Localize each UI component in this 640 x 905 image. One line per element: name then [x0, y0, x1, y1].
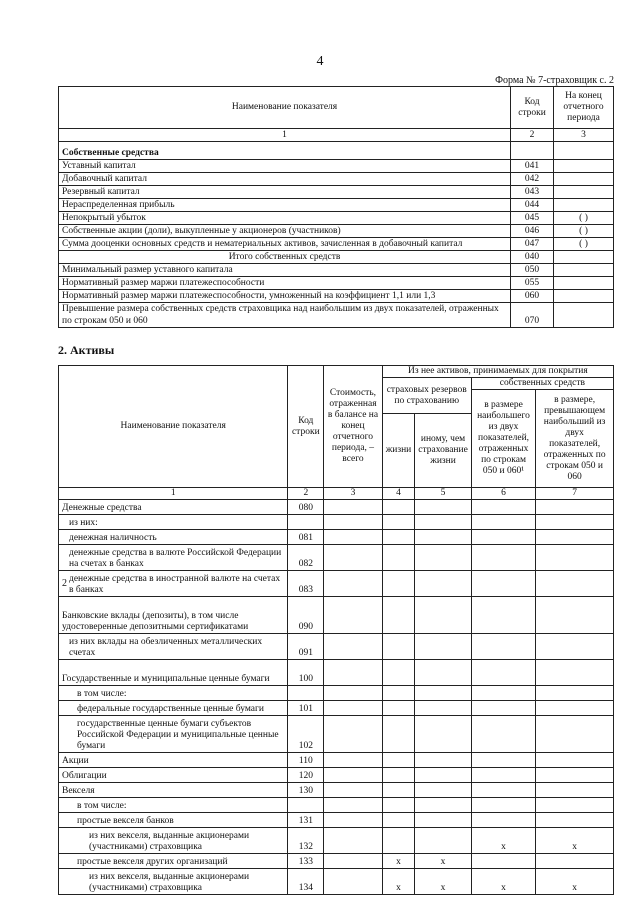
row-value — [554, 303, 614, 328]
row-c4 — [382, 545, 415, 571]
row-c7 — [536, 798, 614, 813]
header-cost: Стоимость, отраженная в балансе на конец отчетного периода, – всего — [324, 366, 382, 488]
header-other: иному, чем страхование жизни — [415, 414, 472, 488]
row-name: в том числе: — [59, 686, 288, 701]
row-cost — [324, 768, 382, 783]
row-value — [554, 264, 614, 277]
row-cost — [324, 530, 382, 545]
row-cost — [324, 597, 382, 634]
row-code — [288, 686, 324, 701]
header-code: Код строки — [511, 87, 554, 129]
row-name: из них векселя, выданные акционерами (участниками) страховщика — [59, 828, 288, 854]
row-code: 130 — [288, 783, 324, 798]
row-code: 045 — [511, 212, 554, 225]
row-value: ( ) — [554, 238, 614, 251]
row-code: 083 — [288, 571, 324, 597]
row-c7 — [536, 634, 614, 660]
row-c4 — [382, 634, 415, 660]
row-c5 — [415, 571, 472, 597]
row-name: Итого собственных средств — [59, 251, 511, 264]
row-c4 — [382, 571, 415, 597]
row-name: Собственные акции (доли), выкупленные у акционеров (участников) — [59, 225, 511, 238]
row-cost — [324, 686, 382, 701]
table-row — [59, 303, 614, 328]
row-name: Акции — [59, 753, 288, 768]
col-number-row — [59, 488, 614, 500]
row-cost — [324, 500, 382, 515]
assets-table — [58, 365, 614, 895]
table-row — [59, 571, 614, 597]
row-c7 — [536, 813, 614, 828]
row-c4 — [382, 768, 415, 783]
row-name: из них вклады на обезличенных металлических счетах — [59, 634, 288, 660]
row-name: Нормативный размер маржи платежеспособности — [59, 277, 511, 290]
row-c5 — [415, 753, 472, 768]
col-number: 2 — [511, 129, 554, 142]
row-c4: x — [382, 854, 415, 869]
row-cost — [324, 660, 382, 686]
row-cost — [324, 545, 382, 571]
row-c5: x — [415, 869, 472, 895]
row-c7: x — [536, 828, 614, 854]
table-row — [59, 660, 614, 686]
table-row — [59, 545, 614, 571]
row-code: 042 — [511, 173, 554, 186]
row-c6: x — [471, 869, 535, 895]
row-c6 — [471, 545, 535, 571]
row-c7: x — [536, 869, 614, 895]
row-value — [554, 277, 614, 290]
row-code: 081 — [288, 530, 324, 545]
row-cost — [324, 701, 382, 716]
row-code: 080 — [288, 500, 324, 515]
row-code: 040 — [511, 251, 554, 264]
table-row — [59, 686, 614, 701]
col-number: 4 — [382, 488, 415, 500]
row-c5 — [415, 545, 472, 571]
row-c7 — [536, 571, 614, 597]
row-code: 046 — [511, 225, 554, 238]
row-c7 — [536, 660, 614, 686]
row-cost — [324, 783, 382, 798]
row-c5 — [415, 701, 472, 716]
row-code: 082 — [288, 545, 324, 571]
row-c6 — [471, 515, 535, 530]
row-c7 — [536, 545, 614, 571]
row-c5 — [415, 515, 472, 530]
section-title: 2. Активы — [58, 343, 115, 357]
row-code — [288, 798, 324, 813]
row-code: 041 — [511, 160, 554, 173]
row-value — [554, 173, 614, 186]
row-name: Векселя — [59, 783, 288, 798]
row-c4 — [382, 798, 415, 813]
row-name: из них векселя, выданные акционерами (участниками) страховщика — [59, 869, 288, 895]
table-row — [59, 160, 614, 173]
row-c7 — [536, 753, 614, 768]
row-c6 — [471, 660, 535, 686]
table-row — [59, 199, 614, 212]
row-name: Минимальный размер уставного капитала — [59, 264, 511, 277]
row-c5 — [415, 813, 472, 828]
table-row — [59, 277, 614, 290]
table-row — [59, 186, 614, 199]
row-c4 — [382, 686, 415, 701]
row-c6 — [471, 783, 535, 798]
row-name: денежные средства в иностранной валюте на счетах в банках — [59, 571, 288, 597]
row-c5 — [415, 798, 472, 813]
col-number: 7 — [536, 488, 614, 500]
header-end-of-period: На конец отчетного периода — [554, 87, 614, 129]
table-row — [59, 854, 614, 869]
row-c4 — [382, 753, 415, 768]
row-cost — [324, 571, 382, 597]
header-reserves: страховых резервов по страхованию — [382, 378, 471, 414]
row-cost — [324, 515, 382, 530]
table-row — [59, 173, 614, 186]
row-c4 — [382, 515, 415, 530]
header-name: Наименование показателя — [59, 366, 288, 488]
row-c5 — [415, 686, 472, 701]
footnote-mark: 2 — [62, 578, 67, 589]
row-name: Добавочный капитал — [59, 173, 511, 186]
row-c6 — [471, 686, 535, 701]
own-funds-table — [58, 86, 614, 328]
row-c6 — [471, 813, 535, 828]
row-c5 — [415, 768, 472, 783]
row-code: 134 — [288, 869, 324, 895]
row-cost — [324, 854, 382, 869]
table-row — [59, 869, 614, 895]
row-c6 — [471, 753, 535, 768]
row-c4 — [382, 597, 415, 634]
table-row — [59, 251, 614, 264]
row-c4 — [382, 530, 415, 545]
row-value: ( ) — [554, 225, 614, 238]
row-c6 — [471, 854, 535, 869]
row-name: простые векселя других организаций — [59, 854, 288, 869]
table-row — [59, 828, 614, 854]
row-c7 — [536, 701, 614, 716]
row-code: 131 — [288, 813, 324, 828]
row-c6: x — [471, 828, 535, 854]
header-name: Наименование показателя — [59, 87, 511, 129]
row-value — [554, 290, 614, 303]
row-name: государственные ценные бумаги субъектов Российской Федерации и муниципальные ценные бумаги — [59, 716, 288, 753]
page-number: 4 — [316, 54, 324, 69]
table-row — [59, 597, 614, 634]
row-name: Денежные средства — [59, 500, 288, 515]
row-c7 — [536, 515, 614, 530]
row-name: Банковские вклады (депозиты), в том числе удостоверенные депозитными сертификатами — [59, 597, 288, 634]
row-c5: x — [415, 854, 472, 869]
row-c5 — [415, 634, 472, 660]
row-name: денежные средства в валюте Российской Федерации на счетах в банках — [59, 545, 288, 571]
row-c5 — [415, 828, 472, 854]
row-cost — [324, 813, 382, 828]
row-name: федеральные государственные ценные бумаги — [59, 701, 288, 716]
row-c6 — [471, 634, 535, 660]
row-value — [554, 160, 614, 173]
row-c4 — [382, 701, 415, 716]
row-c5 — [415, 783, 472, 798]
row-c4 — [382, 660, 415, 686]
row-c4 — [382, 783, 415, 798]
row-c5 — [415, 716, 472, 753]
own-funds-rows — [59, 160, 614, 328]
table-row — [59, 813, 614, 828]
row-name: в том числе: — [59, 798, 288, 813]
col-number: 5 — [415, 488, 472, 500]
row-c4 — [382, 500, 415, 515]
table-row — [59, 290, 614, 303]
row-code: 110 — [288, 753, 324, 768]
row-value: ( ) — [554, 212, 614, 225]
row-code: 091 — [288, 634, 324, 660]
row-cost — [324, 634, 382, 660]
col-number: 3 — [324, 488, 382, 500]
row-code: 100 — [288, 660, 324, 686]
header-coverage: Из нее активов, принимаемых для покрытия — [382, 366, 613, 378]
table-row — [59, 500, 614, 515]
row-c6 — [471, 597, 535, 634]
row-cost — [324, 753, 382, 768]
row-c6 — [471, 500, 535, 515]
row-code: 060 — [511, 290, 554, 303]
table-row — [59, 783, 614, 798]
row-name: Непокрытый убыток — [59, 212, 511, 225]
row-c7 — [536, 530, 614, 545]
row-code: 070 — [511, 303, 554, 328]
row-c5 — [415, 660, 472, 686]
row-code: 090 — [288, 597, 324, 634]
table-row — [59, 212, 614, 225]
row-c5 — [415, 500, 472, 515]
row-name: Нераспределенная прибыль — [59, 199, 511, 212]
row-c5 — [415, 530, 472, 545]
header-own-funds: собственных средств — [471, 378, 613, 390]
row-value — [554, 251, 614, 264]
row-cost — [324, 828, 382, 854]
row-name: Нормативный размер маржи платежеспособности, умноженный на коэффициент 1,1 или 1,3 — [59, 290, 511, 303]
row-name: Сумма дооценки основных средств и нематериальных активов, зачисленная в добавочный капитал — [59, 238, 511, 251]
row-c7 — [536, 597, 614, 634]
row-c6 — [471, 798, 535, 813]
row-code: 044 — [511, 199, 554, 212]
header-code: Код строки — [288, 366, 324, 488]
table-row — [59, 515, 614, 530]
row-c6 — [471, 716, 535, 753]
row-c6 — [471, 530, 535, 545]
empty-cell — [511, 142, 554, 160]
row-c6 — [471, 701, 535, 716]
row-code: 101 — [288, 701, 324, 716]
row-code: 047 — [511, 238, 554, 251]
table-row — [59, 768, 614, 783]
row-name: Уставный капитал — [59, 160, 511, 173]
row-cost — [324, 798, 382, 813]
table-row — [59, 716, 614, 753]
header-exceeding: в размере, превышающем наибольший из двух показателей, отраженных по строкам 050 и 060 — [536, 390, 614, 488]
row-name: Превышение размера собственных средств страховщика над наибольшим из двух показателей, отраженных по строкам 050 и 060 — [59, 303, 511, 328]
section-title: Собственные средства — [59, 142, 511, 160]
row-c4 — [382, 828, 415, 854]
header-max-amount: в размере наибольшего из двух показателей, отраженных по строкам 050 и 060¹ — [471, 390, 535, 488]
row-c7 — [536, 854, 614, 869]
table-row — [59, 798, 614, 813]
row-c5 — [415, 597, 472, 634]
col-number: 1 — [59, 488, 288, 500]
table-row — [59, 225, 614, 238]
row-c4 — [382, 813, 415, 828]
col-number: 1 — [59, 129, 511, 142]
form-label: Форма № 7-страховщик с. 2 — [495, 75, 614, 86]
table-row — [59, 634, 614, 660]
header-life: жизни — [382, 414, 415, 488]
table-row — [59, 238, 614, 251]
row-c7 — [536, 500, 614, 515]
row-code: 102 — [288, 716, 324, 753]
table-row — [59, 753, 614, 768]
row-value — [554, 199, 614, 212]
empty-cell — [554, 142, 614, 160]
row-cost — [324, 869, 382, 895]
row-c6 — [471, 571, 535, 597]
row-c7 — [536, 686, 614, 701]
row-name: простые векселя банков — [59, 813, 288, 828]
row-name: Резервный капитал — [59, 186, 511, 199]
row-code: 120 — [288, 768, 324, 783]
row-c7 — [536, 783, 614, 798]
assets-rows — [59, 500, 614, 895]
row-name: денежная наличность — [59, 530, 288, 545]
table-row — [59, 264, 614, 277]
table-row — [59, 701, 614, 716]
col-number: 6 — [471, 488, 535, 500]
row-code: 043 — [511, 186, 554, 199]
row-code — [288, 515, 324, 530]
row-c4: x — [382, 869, 415, 895]
row-name: Облигации — [59, 768, 288, 783]
row-c6 — [471, 768, 535, 783]
col-number: 2 — [288, 488, 324, 500]
row-name: из них: — [59, 515, 288, 530]
table-row — [59, 530, 614, 545]
row-code: 050 — [511, 264, 554, 277]
row-name: Государственные и муниципальные ценные бумаги — [59, 660, 288, 686]
row-value — [554, 186, 614, 199]
row-c4 — [382, 716, 415, 753]
row-cost — [324, 716, 382, 753]
row-c7 — [536, 716, 614, 753]
row-c7 — [536, 768, 614, 783]
col-number: 3 — [554, 129, 614, 142]
row-code: 055 — [511, 277, 554, 290]
row-code: 133 — [288, 854, 324, 869]
row-code: 132 — [288, 828, 324, 854]
